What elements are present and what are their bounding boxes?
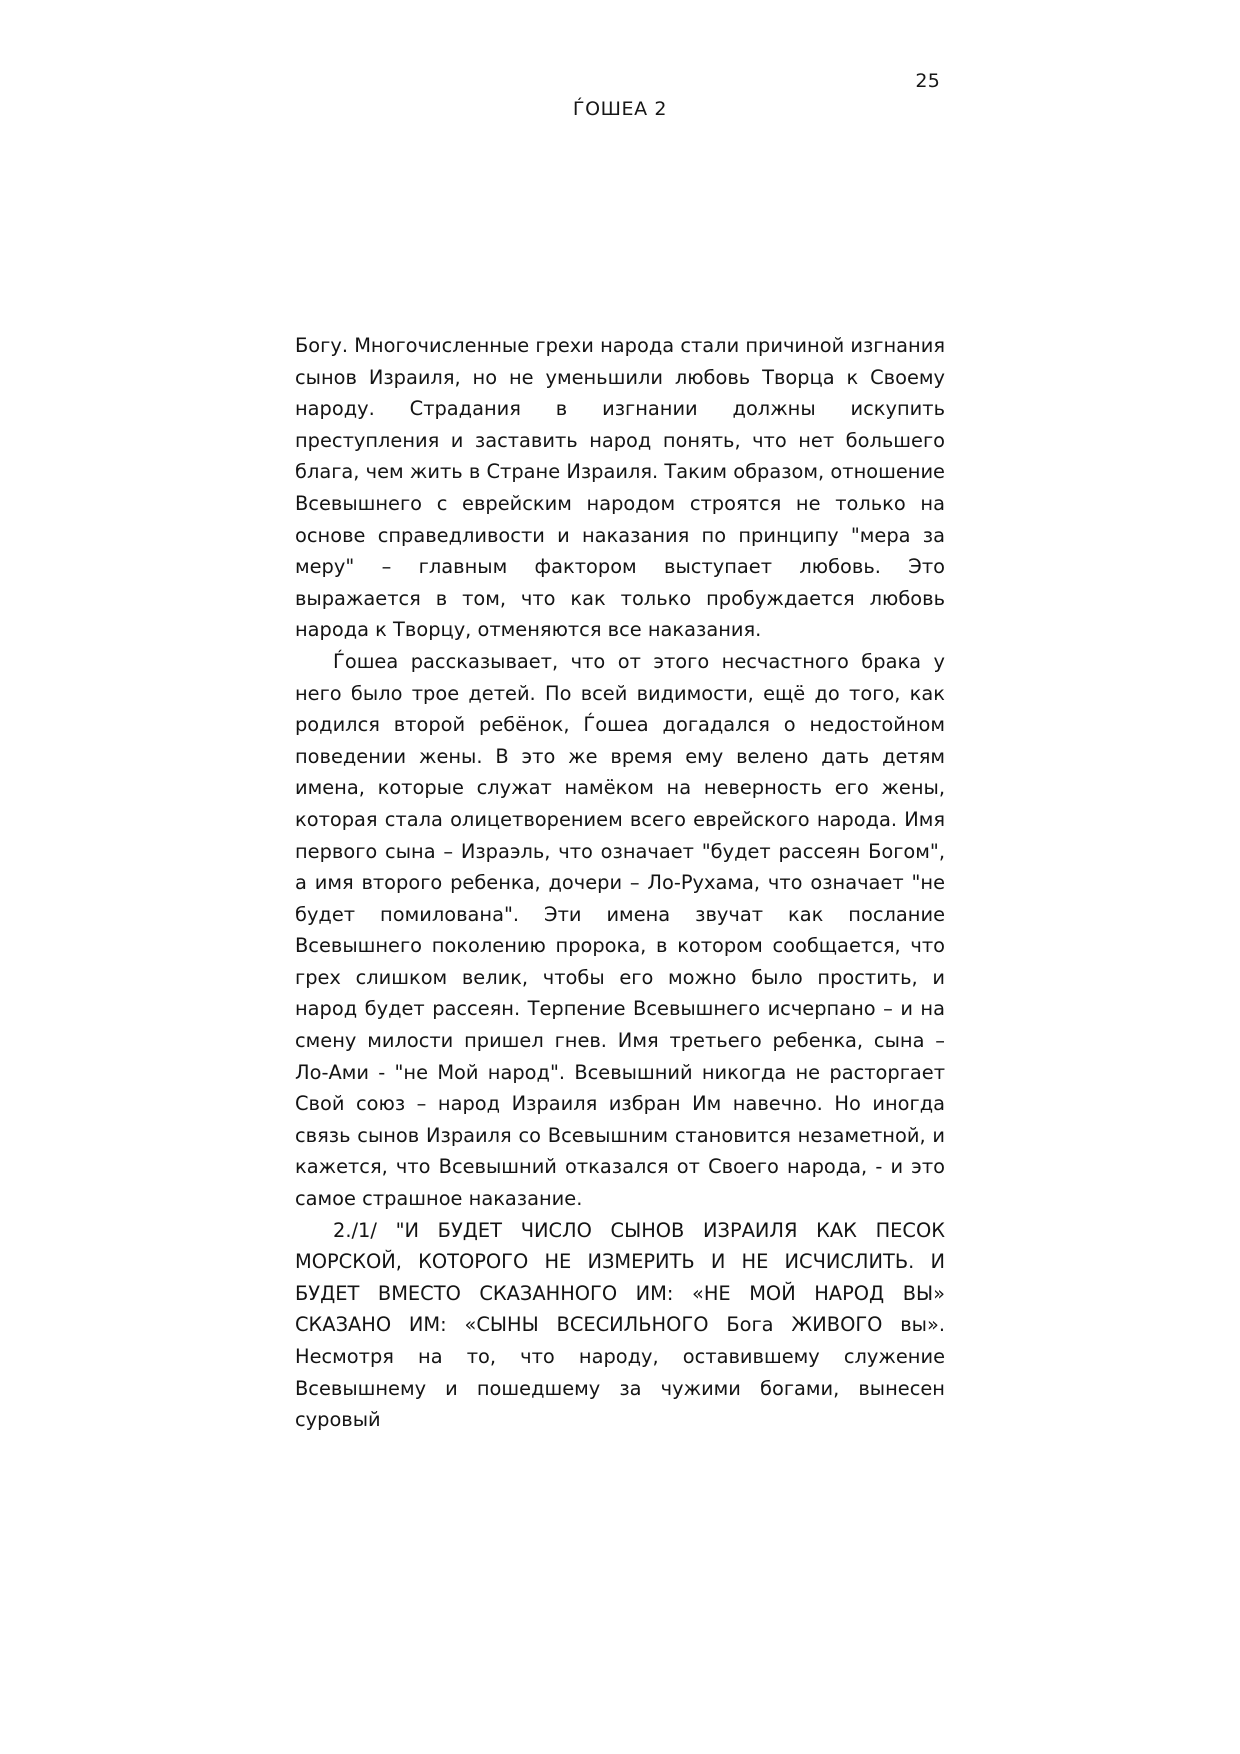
body-text <box>295 330 945 1436</box>
paragraph: Богу. Многочисленные грехи народа стали причиной изгнания сынов Израиля, но не уменьшили любовь Творца к Своему народу. Страдания в изгнании должны искупить преступления и заставить народ понять, что нет большего блага, чем жить в Стране Израиля. Таким образом, отношение Всевышнего с еврейским народом строятся не только на основе справедливости и наказания по принципу "мера за меру" – главным фактором выступает любовь. Это выражается в том, что как только пробуждается любовь народа к Творцу, отменяются все наказания. <box>295 334 945 642</box>
paragraph: Ѓошеа рассказывает, что от этого несчастного брака у него было трое детей. По всей видимости, ещё до того, как родился второй ребёнок, Ѓошеа догадался о недостойном поведении жены. В это же время ему велено дать детям имена, которые служат намёком на неверность его жены, которая стала олицетворением всего еврейского народа. Имя первого сына – Израэль, что означает "будет рассеян Богом", а имя второго ребенка, дочери – Ло-Рухама, что означает "не будет помилована". Эти имена звучат как послание Всевышнего поколению пророка, в котором сообщается, что грех слишком велик, чтобы его можно было простить, и народ будет рассеян. Терпение Всевышнего исчерпано – и на смену милости пришел гнев. Имя третьего ребенка, сына – Ло-Ами - "не Мой народ". Всевышний никогда не расторгает Свой союз – народ Израиля избран Им навечно. Но иногда связь сынов Израиля со Всевышним становится незаметной, и кажется, что Всевышний отказался от Своего народа, - и это самое страшное наказание. <box>295 649 945 1211</box>
page-number: 25 <box>915 70 940 92</box>
running-head: ЃОШЕА 2 <box>572 98 668 120</box>
paragraph: 2./1/ "И БУДЕТ ЧИСЛО СЫНОВ ИЗРАИЛЯ КАК ПЕСОК МОРСКОЙ, КОТОРОГО НЕ ИЗМЕРИТЬ И НЕ ИСЧИСЛИТЬ. И БУДЕТ ВМЕСТО СКАЗАННОГО ИМ: «НЕ МОЙ НАРОД ВЫ» СКАЗАНО ИМ: «СЫНЫ ВСЕСИЛЬНОГО Бога ЖИВОГО вы». Несмотря на то, что народу, оставившему служение Всевышнему и пошедшему за чужими богами, вынесен суровый <box>295 1218 945 1432</box>
